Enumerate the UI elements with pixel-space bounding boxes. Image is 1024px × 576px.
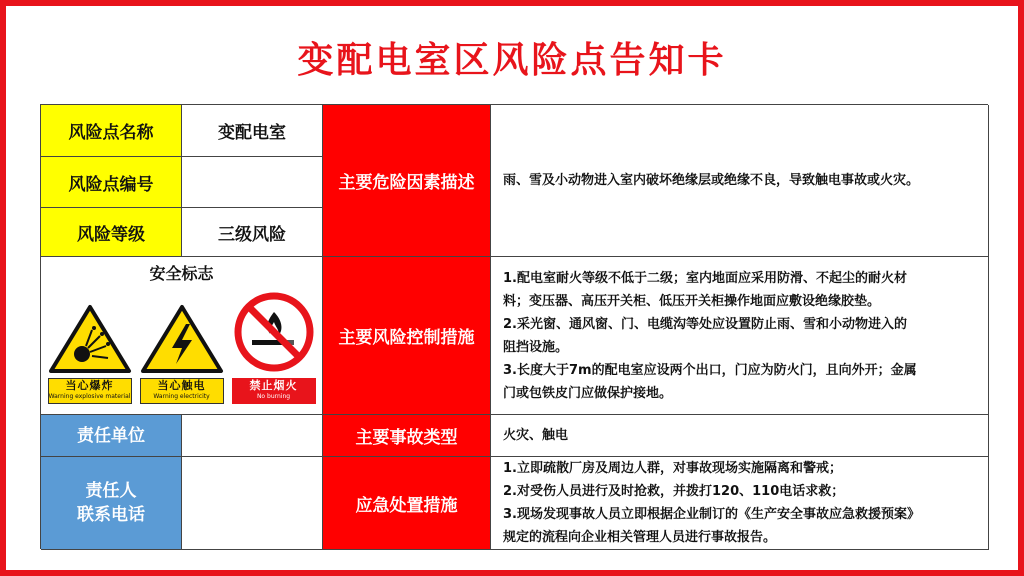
explosion-sign-label: [48, 378, 132, 404]
responsible-unit-value: [182, 415, 323, 457]
no-burning-sign-label: [232, 378, 316, 404]
safety-signs-panel: [41, 257, 323, 415]
explosion-warning-sign: [48, 304, 132, 404]
no-burning-sign-en: No burning: [256, 393, 291, 400]
risk-table: [40, 104, 988, 549]
responsible-unit-label: 责任单位: [41, 415, 182, 457]
contact-label-line2: 联系电话: [77, 505, 145, 525]
contact-label: [41, 457, 182, 550]
control-line: 3.长度大于7m的配电室应设两个出口，门应为防火门，且向外开；金属: [503, 362, 917, 378]
risk-code-label: 风险点编号: [41, 157, 182, 208]
risk-level-label: 风险等级: [41, 208, 182, 257]
risk-name-value: 变配电室: [182, 105, 323, 157]
control-line: 2.采光窗、通风窗、门、电缆沟等处应设置防止雨、雪和小动物进入的: [503, 316, 907, 332]
no-burning-sign-cn: 禁止烟火: [249, 379, 298, 392]
emergency-line: 3.现场发现事故人员立即根据企业制订的《生产安全事故应急救援预案》: [503, 507, 920, 522]
control-line: 料；变压器、高压开关柜、低压开关柜操作地面应敷设绝缘胶垫。: [503, 293, 881, 309]
electric-sign-cn: 当心触电: [157, 379, 206, 392]
control-line: 1.配电室耐火等级不低于二级；室内地面应采用防滑、不起尘的耐火材: [503, 270, 907, 286]
page-title: 变配电室区风险点告知卡: [297, 40, 727, 81]
emergency-line: 2.对受伤人员进行及时抢救，并拨打120、110电话求救；: [503, 484, 845, 499]
accident-type-value: 火灾、触电: [491, 415, 989, 457]
risk-code-value: [182, 157, 323, 208]
hazard-label: 主要危险因素描述: [323, 105, 491, 257]
electric-shock-warning-sign: [140, 304, 224, 404]
emergency-text: [491, 457, 989, 550]
control-line: 门或包铁皮门应做保护接地。: [503, 385, 673, 401]
electric-sign-en: Warning electricity: [153, 393, 210, 400]
emergency-line: 规定的流程向企业相关管理人员进行事故报告。: [503, 530, 777, 545]
risk-name-label: 风险点名称: [41, 105, 182, 157]
safety-signs-title: 安全标志: [149, 264, 214, 283]
control-text: [491, 257, 989, 415]
explosion-warning-icon: [48, 304, 132, 374]
electric-sign-label: [140, 378, 224, 404]
explosion-sign-en: Warning explosive material: [48, 393, 131, 400]
emergency-label: 应急处置措施: [323, 457, 491, 550]
no-burning-sign: [232, 290, 316, 404]
control-label: 主要风险控制措施: [323, 257, 491, 415]
accident-type-label: 主要事故类型: [323, 415, 491, 457]
hazard-text: 雨、雪及小动物进入室内破坏绝缘层或绝缘不良，导致触电事故或火灾。: [491, 105, 989, 257]
explosion-sign-cn: 当心爆炸: [65, 379, 114, 392]
emergency-line: 1.立即疏散厂房及周边人群，对事故现场实施隔离和警戒；: [503, 461, 842, 476]
electric-shock-warning-icon: [140, 304, 224, 374]
risk-level-value: 三级风险: [182, 208, 323, 257]
control-line: 阻挡设施。: [503, 339, 569, 355]
contact-label-line1: 责任人: [85, 481, 137, 501]
contact-value: [182, 457, 323, 550]
no-burning-icon: [232, 290, 316, 374]
